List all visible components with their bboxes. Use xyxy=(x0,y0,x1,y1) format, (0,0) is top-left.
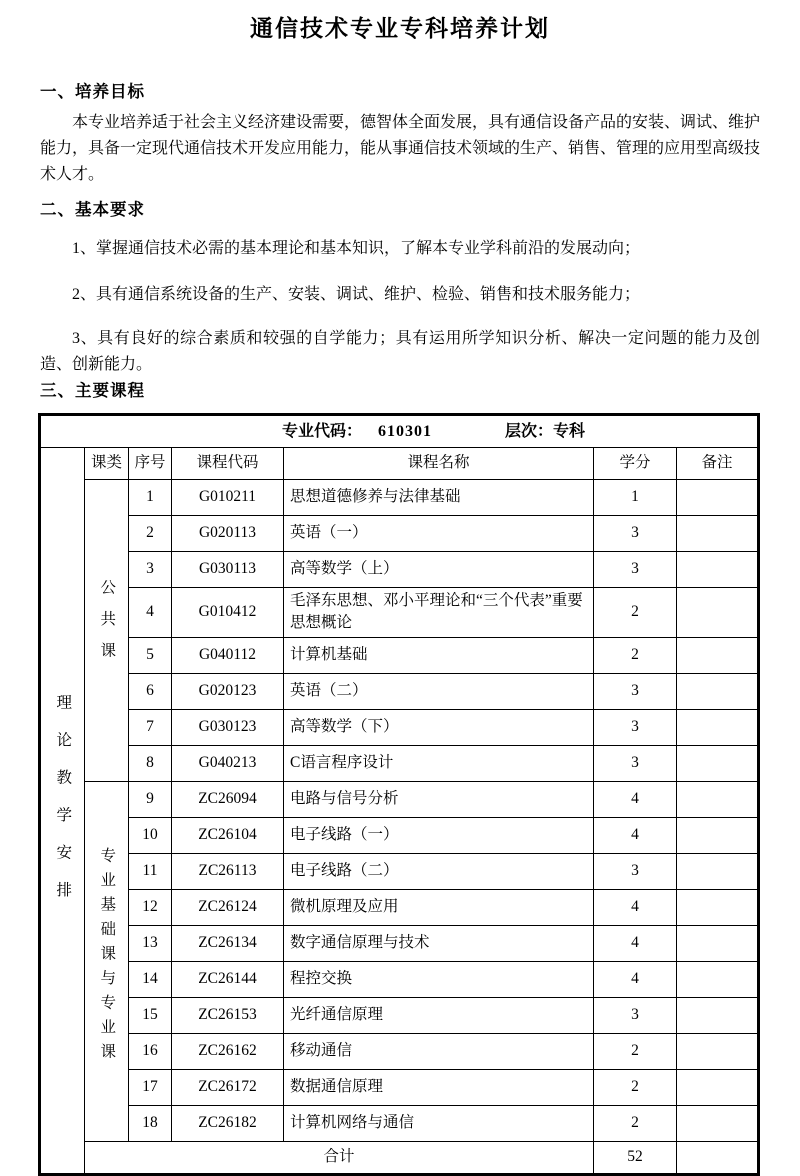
course-seq: 5 xyxy=(129,637,172,673)
training-goal-paragraph: 本专业培养适于社会主义经济建设需要，德智体全面发展，具有通信设备产品的安装、调试、维护能力，具备一定现代通信技术开发应用能力，能从事通信技术领域的生产、销售、管理的应用型高级技术人才。 xyxy=(40,114,761,183)
section-heading-basic-requirements: 二、基本要求 xyxy=(40,201,145,219)
total-label: 合计 xyxy=(85,1141,594,1174)
course-name: 高等数学（上） xyxy=(284,552,594,588)
course-code: ZC26153 xyxy=(172,997,284,1033)
header-course-name: 课程名称 xyxy=(284,448,594,480)
course-remarks xyxy=(677,1105,759,1141)
course-row xyxy=(40,709,759,745)
course-name: 程控交换 xyxy=(284,961,594,997)
section-heading-training-goal: 一、培养目标 xyxy=(40,83,145,101)
course-row xyxy=(40,637,759,673)
requirement-item-1: 1、掌握通信技术必需的基本理论和基本知识，了解本专业学科前沿的发展动向； xyxy=(72,240,641,257)
course-remarks xyxy=(677,1069,759,1105)
header-course-type: 课类 xyxy=(85,448,129,480)
course-seq: 9 xyxy=(129,781,172,817)
table-total-row xyxy=(40,1141,759,1174)
course-row xyxy=(40,961,759,997)
row-group-theory-teaching-label: 理论教学安排 xyxy=(54,694,72,920)
course-code: G040213 xyxy=(172,745,284,781)
course-remarks xyxy=(677,588,759,638)
course-seq: 4 xyxy=(129,588,172,638)
course-credits: 3 xyxy=(594,709,677,745)
course-seq: 7 xyxy=(129,709,172,745)
course-plan-table xyxy=(38,413,760,1176)
course-group-label: 公共课 xyxy=(98,579,116,674)
course-seq: 8 xyxy=(129,745,172,781)
course-seq: 12 xyxy=(129,889,172,925)
course-code: ZC26113 xyxy=(172,853,284,889)
course-name: 英语（一） xyxy=(284,516,594,552)
course-credits: 2 xyxy=(594,1069,677,1105)
course-remarks xyxy=(677,817,759,853)
course-code: ZC26182 xyxy=(172,1105,284,1141)
course-table-body xyxy=(40,415,759,1175)
course-credits: 4 xyxy=(594,925,677,961)
row-group-theory-teaching xyxy=(40,448,85,1175)
course-credits: 2 xyxy=(594,1105,677,1141)
course-code: G040112 xyxy=(172,637,284,673)
course-remarks xyxy=(677,709,759,745)
course-row xyxy=(40,480,759,516)
course-row xyxy=(40,673,759,709)
course-credits: 2 xyxy=(594,637,677,673)
course-credits: 4 xyxy=(594,781,677,817)
course-row xyxy=(40,853,759,889)
course-credits: 2 xyxy=(594,1033,677,1069)
program-code-value: 610301 xyxy=(378,422,433,440)
course-remarks xyxy=(677,637,759,673)
course-code: G010211 xyxy=(172,480,284,516)
course-credits: 4 xyxy=(594,961,677,997)
course-remarks xyxy=(677,1033,759,1069)
course-code: G030123 xyxy=(172,709,284,745)
course-name: 高等数学（下） xyxy=(284,709,594,745)
course-remarks xyxy=(677,889,759,925)
course-credits: 1 xyxy=(594,480,677,516)
course-row xyxy=(40,1069,759,1105)
course-credits: 3 xyxy=(594,552,677,588)
course-name: 电子线路（二） xyxy=(284,853,594,889)
course-credits: 3 xyxy=(594,853,677,889)
course-credits: 2 xyxy=(594,588,677,638)
course-name: 毛泽东思想、邓小平理论和“三个代表”重要思想概论 xyxy=(284,588,594,638)
course-seq: 2 xyxy=(129,516,172,552)
course-row xyxy=(40,817,759,853)
header-course-code: 课程代码 xyxy=(172,448,284,480)
course-code: G020113 xyxy=(172,516,284,552)
course-remarks xyxy=(677,552,759,588)
course-name: 电路与信号分析 xyxy=(284,781,594,817)
table-meta-cell xyxy=(40,415,759,448)
requirement-item-3: 3、具有良好的综合素质和较强的自学能力；具有运用所学知识分析、解决一定问题的能力及创造、创新能力。 xyxy=(40,330,760,373)
course-seq: 14 xyxy=(129,961,172,997)
course-credits: 3 xyxy=(594,997,677,1033)
course-group-cell xyxy=(85,480,129,782)
course-row xyxy=(40,588,759,638)
course-seq: 17 xyxy=(129,1069,172,1105)
course-seq: 18 xyxy=(129,1105,172,1141)
course-row xyxy=(40,889,759,925)
course-name: 计算机基础 xyxy=(284,637,594,673)
course-seq: 15 xyxy=(129,997,172,1033)
course-row xyxy=(40,745,759,781)
course-row xyxy=(40,781,759,817)
program-code xyxy=(213,420,501,443)
course-code: ZC26134 xyxy=(172,925,284,961)
course-remarks xyxy=(677,516,759,552)
header-credits: 学分 xyxy=(594,448,677,480)
course-code: ZC26094 xyxy=(172,781,284,817)
total-credits: 52 xyxy=(594,1141,677,1174)
program-code-label: 专业代码： xyxy=(282,422,363,440)
course-code: ZC26162 xyxy=(172,1033,284,1069)
course-code: ZC26104 xyxy=(172,817,284,853)
course-code: ZC26124 xyxy=(172,889,284,925)
course-seq: 1 xyxy=(129,480,172,516)
table-header-row xyxy=(40,448,759,480)
course-row xyxy=(40,997,759,1033)
course-name: 电子线路（一） xyxy=(284,817,594,853)
course-group-label: 专业基础课与专业课 xyxy=(98,847,116,1068)
program-level-value: 专科 xyxy=(553,422,586,440)
course-remarks xyxy=(677,961,759,997)
course-name: 光纤通信原理 xyxy=(284,997,594,1033)
course-row xyxy=(40,925,759,961)
course-remarks xyxy=(677,997,759,1033)
requirement-item-2: 2、具有通信系统设备的生产、安装、调试、维护、检验、销售和技术服务能力； xyxy=(72,286,641,303)
course-row xyxy=(40,1105,759,1141)
course-remarks xyxy=(677,781,759,817)
program-level xyxy=(505,423,585,440)
course-group-cell xyxy=(85,781,129,1141)
course-row xyxy=(40,516,759,552)
page-title: 通信技术专业专科培养计划 xyxy=(250,15,550,41)
course-seq: 10 xyxy=(129,817,172,853)
course-seq: 16 xyxy=(129,1033,172,1069)
course-code: ZC26172 xyxy=(172,1069,284,1105)
course-code: G030113 xyxy=(172,552,284,588)
course-row xyxy=(40,552,759,588)
course-name: 数据通信原理 xyxy=(284,1069,594,1105)
course-credits: 3 xyxy=(594,516,677,552)
course-name: 思想道德修养与法律基础 xyxy=(284,480,594,516)
header-remarks: 备注 xyxy=(677,448,759,480)
course-code: G010412 xyxy=(172,588,284,638)
course-name: 微机原理及应用 xyxy=(284,889,594,925)
course-credits: 4 xyxy=(594,817,677,853)
course-credits: 3 xyxy=(594,745,677,781)
section-heading-main-courses: 三、主要课程 xyxy=(40,382,145,400)
course-credits: 3 xyxy=(594,673,677,709)
course-remarks xyxy=(677,745,759,781)
course-name: 计算机网络与通信 xyxy=(284,1105,594,1141)
course-code: ZC26144 xyxy=(172,961,284,997)
table-meta-row xyxy=(40,415,759,448)
total-remarks xyxy=(677,1141,759,1174)
course-remarks xyxy=(677,925,759,961)
course-seq: 3 xyxy=(129,552,172,588)
program-level-label: 层次： xyxy=(505,422,554,440)
course-seq: 11 xyxy=(129,853,172,889)
course-name: C语言程序设计 xyxy=(284,745,594,781)
course-name: 英语（二） xyxy=(284,673,594,709)
course-remarks xyxy=(677,480,759,516)
course-code: G020123 xyxy=(172,673,284,709)
course-seq: 13 xyxy=(129,925,172,961)
header-seq: 序号 xyxy=(129,448,172,480)
course-name: 数字通信原理与技术 xyxy=(284,925,594,961)
course-remarks xyxy=(677,853,759,889)
course-seq: 6 xyxy=(129,673,172,709)
course-name: 移动通信 xyxy=(284,1033,594,1069)
course-row xyxy=(40,1033,759,1069)
course-credits: 4 xyxy=(594,889,677,925)
course-remarks xyxy=(677,673,759,709)
